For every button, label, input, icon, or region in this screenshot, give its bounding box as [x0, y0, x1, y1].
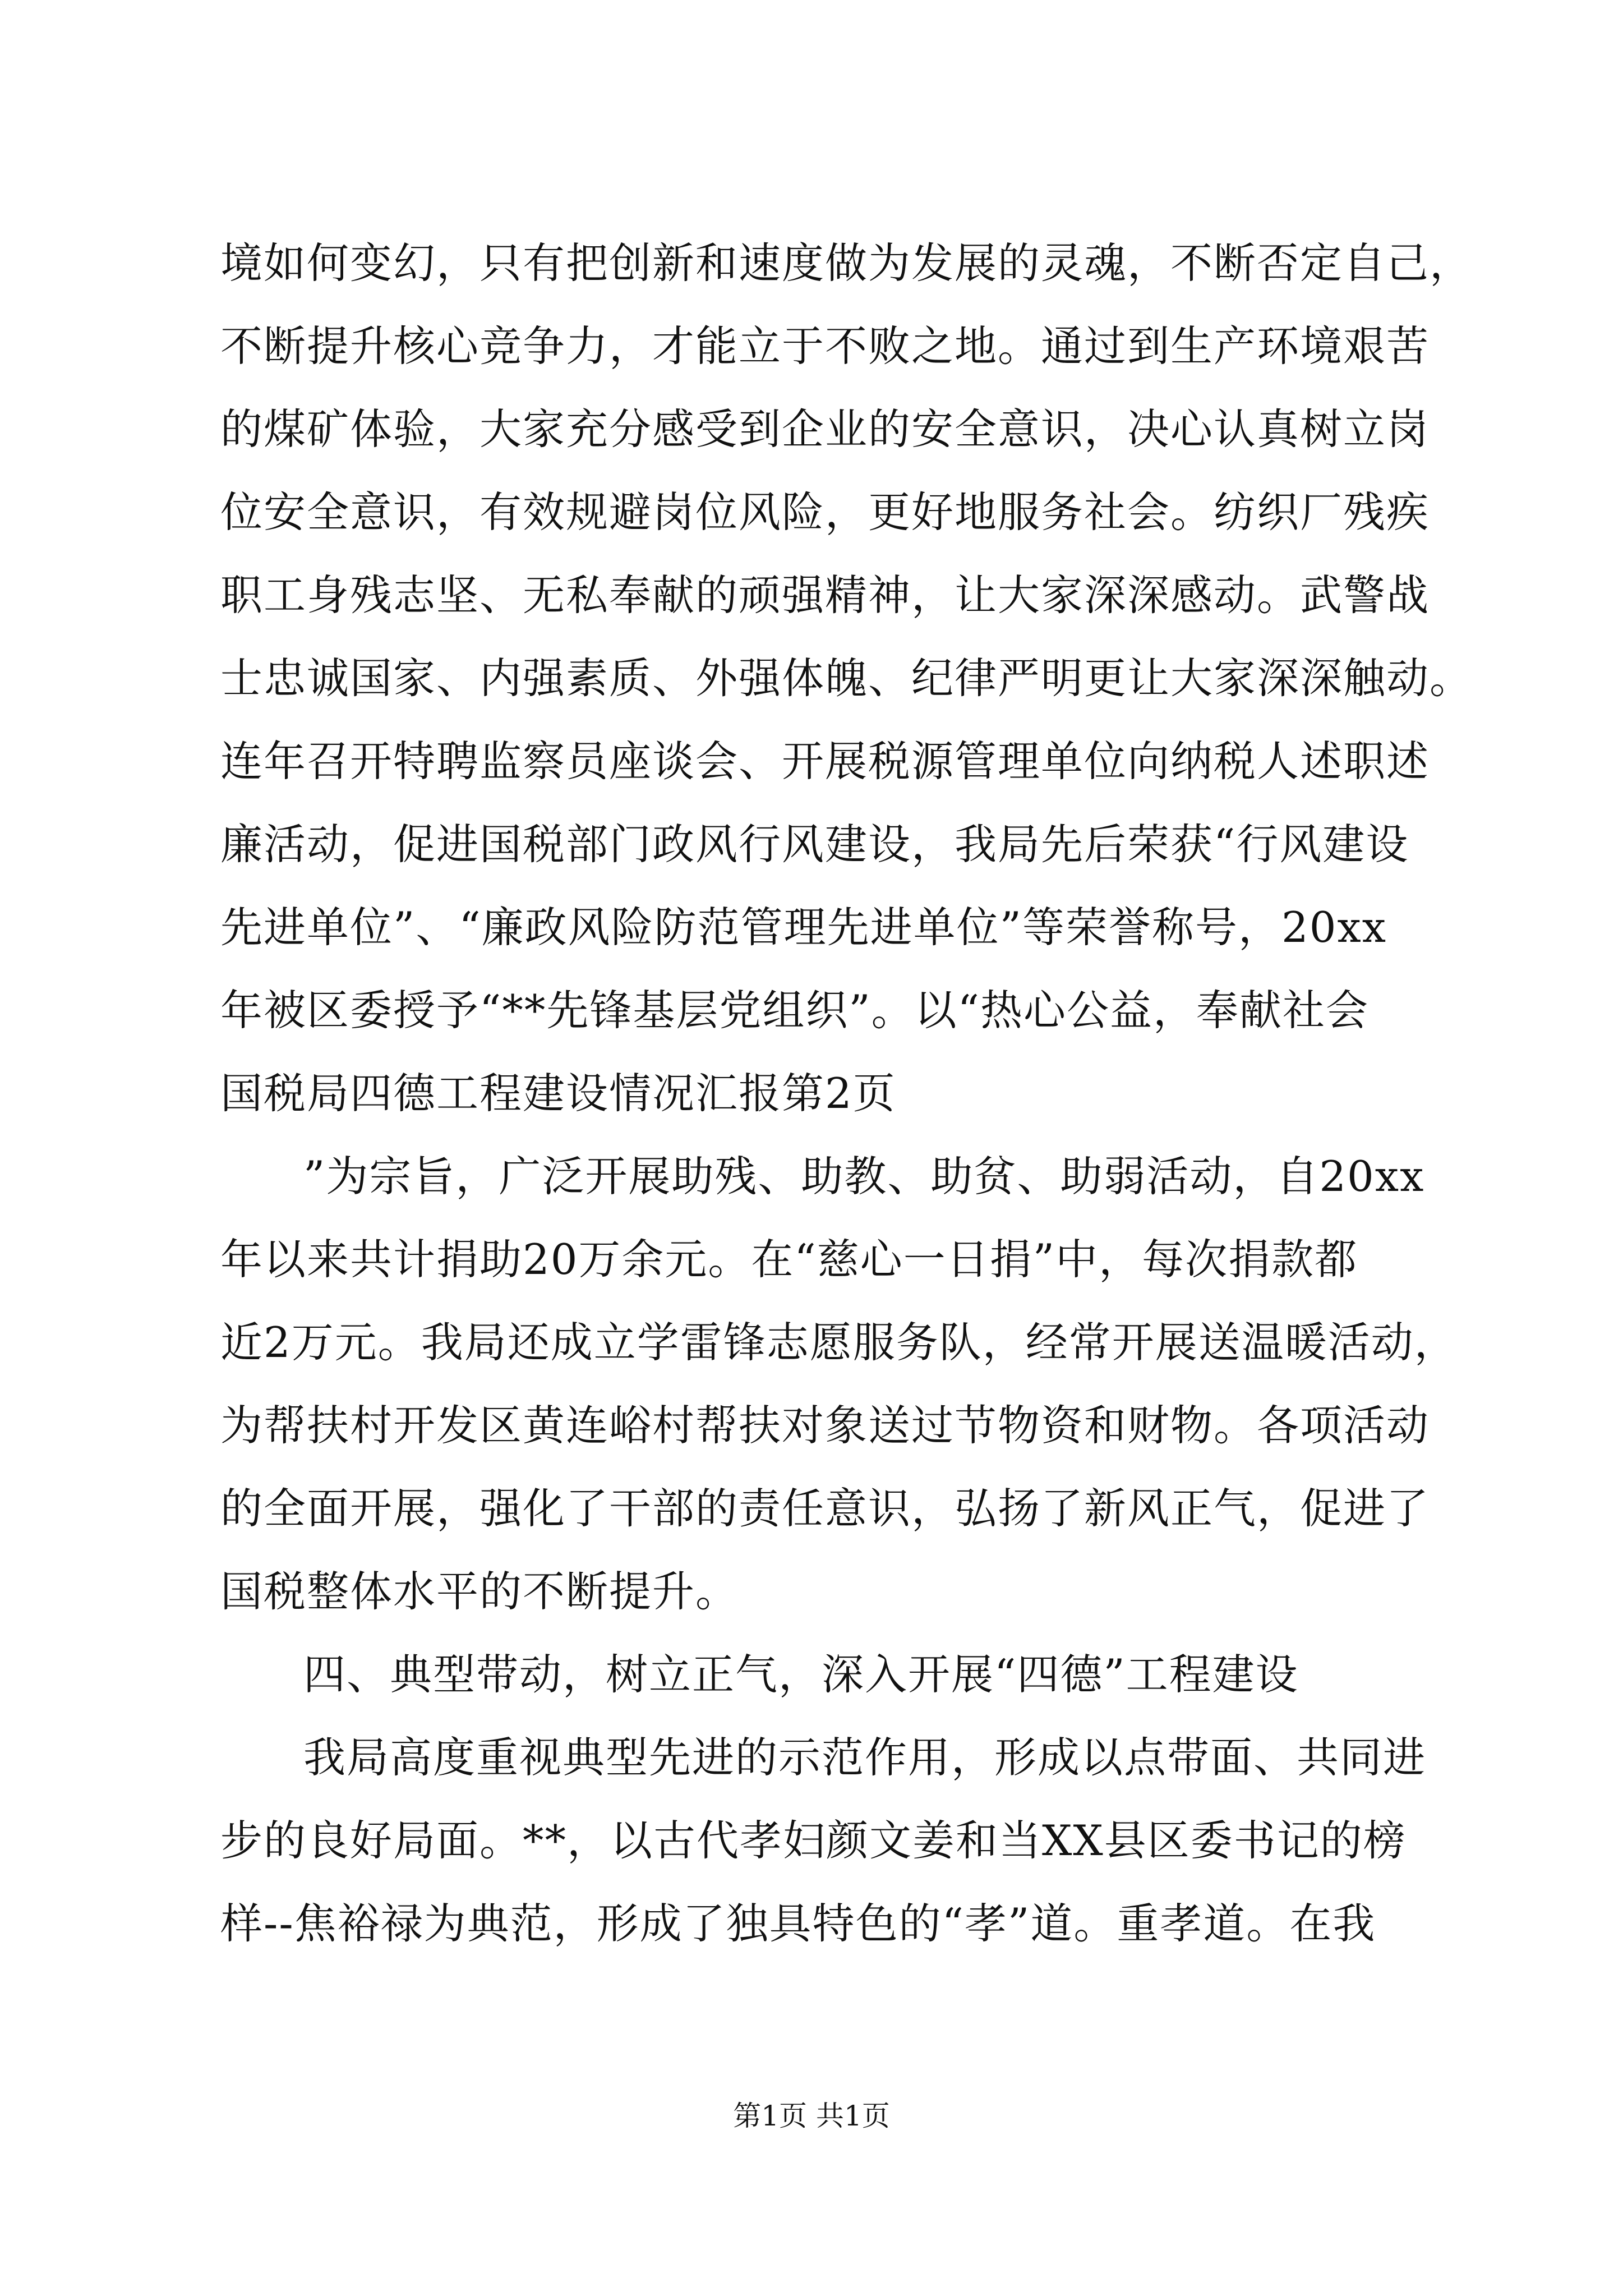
text-line: 不断提升核心竞争力，才能立于不败之地。通过到生产环境艰苦: [220, 321, 1430, 371]
text-line: 样--焦裕禄为典范，形成了独具特色的“孝”道。重孝道。在我: [220, 1899, 1376, 1948]
text-line: 廉活动，促进国税部门政风行风建设，我局先后荣获“行风建设: [220, 820, 1409, 869]
section-heading: 四、典型带动，树立正气，深入开展“四德”工程建设: [303, 1650, 1299, 1699]
text-line: 近2万元。我局还成立学雷锋志愿服务队，经常开展送温暖活动，: [220, 1318, 1458, 1367]
text-line: 的煤矿体验，大家充分感受到企业的安全意识，决心认真树立岗: [220, 404, 1430, 454]
paragraph-start-line: 我局高度重视典型先进的示范作用，形成以点带面、共同进: [303, 1733, 1427, 1782]
text-line: 年以来共计捐助20万余元。在“慈心一日捐”中，每次捐款都: [220, 1235, 1358, 1284]
text-line: 境如何变幻，只有把创新和速度做为发展的灵魂，不断否定自己，: [220, 238, 1473, 288]
text-line: 士忠诚国家、内强素质、外强体魄、纪律严明更让大家深深触动。: [220, 654, 1473, 703]
text-line: 位安全意识，有效规避岗位风险，更好地服务社会。纺织厂残疾: [220, 487, 1430, 537]
text-line: 先进单位”、“廉政风险防范管理先进单位”等荣誉称号，20xx: [220, 903, 1387, 952]
text-line: 步的良好局面。**，以古代孝妇颜文姜和当XX县区委书记的榜: [220, 1816, 1407, 1865]
page-header-line: 国税局四德工程建设情况汇报第2页: [220, 1069, 896, 1118]
paragraph-start-line: ”为宗旨，广泛开展助残、助教、助贫、助弱活动，自20xx: [303, 1152, 1425, 1201]
text-line: 连年召开特聘监察员座谈会、开展税源管理单位向纳税人述职述: [220, 737, 1430, 786]
page-footer: 第1页 共1页: [733, 2100, 890, 2132]
text-line: 年被区委授予“**先锋基层党组织”。以“热心公益，奉献社会: [220, 986, 1370, 1035]
text-line: 为帮扶村开发区黄连峪村帮扶对象送过节物资和财物。各项活动: [220, 1401, 1430, 1450]
text-line: 国税整体水平的不断提升。: [220, 1567, 739, 1616]
text-line: 的全面开展，强化了干部的责任意识，弘扬了新风正气，促进了: [220, 1484, 1430, 1533]
text-line: 职工身残志坚、无私奉献的顽强精神，让大家深深感动。武警战: [220, 570, 1430, 620]
document-body: [220, 222, 1473, 1965]
